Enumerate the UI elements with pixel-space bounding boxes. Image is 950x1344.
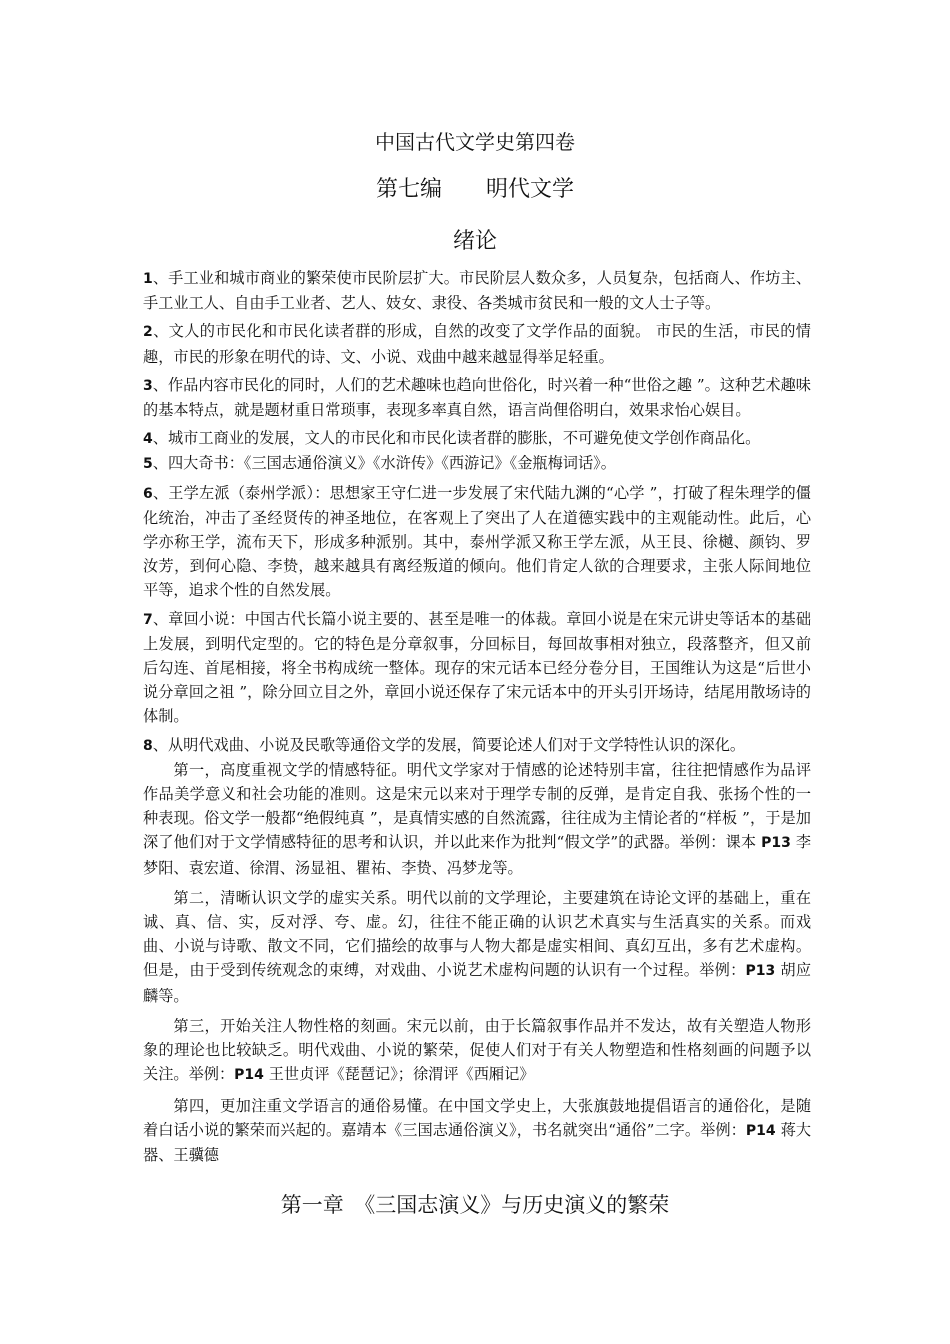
list-item <box>143 481 811 603</box>
paragraph-text: 李梦阳、袁宏道、徐渭、汤显祖、瞿祐、李贽、冯梦龙等。 <box>143 833 812 877</box>
part-number: 第七编 <box>375 177 442 202</box>
item-number: 5 <box>143 456 153 473</box>
list-item <box>143 607 811 729</box>
item-number: 6 <box>143 485 153 502</box>
item-text: 、王学左派（泰州学派）：思想家王守仁进一步发展了宋代陆九渊的“心学 ”，打破了程朱理学的僵化统治，冲击了圣经贤传的神圣地位，在客观上了突出了人在道德实践中的主观能动性。此后，心学亦称王学，流布天下，形成多种派别。其中，泰州学派又称王学左派，从王艮、徐樾、颜钧、罗汝芳，到何心隐、李贽，越来越具有离经叛道的倾向。他们肯定人欲的合理要求，主张人际间地位平等，追求个性的自然发展。 <box>143 483 811 600</box>
list-item <box>143 426 811 451</box>
item-text: 、文人的市民化和市民化读者群的形成，自然的改变了文学作品的面貌。 市民的生活，市民的情趣，市民的形象在明代的诗、文、小说、戏曲中越来越显得举足轻重。 <box>143 322 811 366</box>
paragraph-text: 第二，清晰认识文学的虚实关系。明代以前的文学理论，主要建筑在诗论文评的基础上，重在诚、真、信、实，反对浮、夸、虚。幻，往往不能正确的认识艺术真实与生活真实的关系。而戏曲、小说与诗歌、散文不同，它们描绘的故事与人物大都是虚实相间、真幻互出，多有艺术虚构。但是，由于受到传统观念的束缚，对戏曲、小说艺术虚构问题的认识有一个过程。举例： <box>143 888 811 980</box>
paragraph-text: 胡应麟等。 <box>143 961 812 1005</box>
item-text: 、手工业和城市商业的繁荣使市民阶层扩大。市民阶层人数众多，人员复杂，包括商人、作坊主、手工业工人、自由手工业者、艺人、妓女、隶役、各类城市贫民和一般的文人士子等。 <box>143 269 811 313</box>
item-number: 7 <box>143 611 153 628</box>
section-heading: 绪论 <box>452 229 497 254</box>
paragraph <box>143 886 811 1008</box>
page-reference: P14 <box>234 1067 264 1084</box>
item-number: 8 <box>143 737 153 754</box>
page-reference: P13 <box>761 835 791 852</box>
item-text: 、四大奇书：《三国志通俗演义》《水浒传》《西游记》《金瓶梅词话》。 <box>152 454 616 473</box>
paragraph-text: 王世贞评《琵琶记》；徐渭评《西厢记》 <box>263 1065 535 1084</box>
paragraph-text: 第四，更加注重文学语言的通俗易懂。在中国文学史上，大张旗鼓地提倡语言的通俗化，是随着白话小说的繁荣而兴起的。嘉靖本《三国志通俗演义》，书名就突出“通俗”二字。举例： <box>143 1096 811 1139</box>
paragraph-text: 蒋大器、王骥德 <box>143 1120 812 1164</box>
item-text: 、章回小说：中国古代长篇小说主要的、甚至是唯一的体裁。章回小说是在宋元讲史等话本的基础上发展，到明代定型的。它的特色是分章叙事，分回标目，每回故事相对独立，段落整齐，但又前后勾连、首尾相接，将全书构成统一整体。现存的宋元话本已经分卷分目，王国维认为这是“后世小说分章回之祖 ”，除分回立目之外，章回小说还保存了宋元话本中的开头引开场诗，结尾用散场诗的体制。 <box>143 609 811 726</box>
item-text: 、作品内容市民化的同时，人们的艺术趣味也趋向世俗化，时兴着一种“世俗之趣 ”。这种艺术趣味的基本特点，就是题材重日常琐事，表现多率真自然，语言尚俚俗明白，效果求怡心娱目。 <box>143 375 811 420</box>
paragraph-text: 第一，高度重视文学的情感特征。明代文学家对于情感的论述特别丰富，往往把情感作为品评作品美学意义和社会功能的准则。这是宋元以来对于理学专制的反弹，是肯定自我、张扬个性的一种表现。俗文学一般都“绝假纯真 ”，是真情实感的自然流露，往往成为主情论者的“样板 ”，于是加深了他们对于文学情感特征的思考和认识，并以此来作为批判“假文学”的武器。举例：课本 <box>143 760 811 852</box>
list-item <box>143 733 811 758</box>
paragraph <box>143 1094 811 1168</box>
part-name: 明代文学 <box>486 177 575 202</box>
item-number: 3 <box>143 377 153 394</box>
list-item <box>143 373 811 422</box>
list-item <box>143 266 811 315</box>
item-number: 4 <box>143 431 153 448</box>
chapter-heading: 第一章 《三国志演义》与历史演义的繁荣 <box>280 1193 670 1217</box>
part-heading <box>0 172 950 203</box>
item-text: 、从明代戏曲、小说及民歌等通俗文学的发展，简要论述人们对于文学特性认识的深化。 <box>152 735 746 754</box>
list-item <box>143 319 811 368</box>
paragraph-text: 第三，开始关注人物性格的刻画。宋元以前，由于长篇叙事作品并不发达，故有关塑造人物形象的理论也比较缺乏。明代戏曲、小说的繁荣，促使人们对于有关人物塑造和性格刻画的问题予以关注。举例： <box>143 1016 811 1084</box>
page-reference: P13 <box>745 963 776 980</box>
list-item <box>143 451 811 476</box>
item-number: 1 <box>143 271 153 287</box>
page-reference: P14 <box>745 1122 776 1139</box>
paragraph <box>143 1014 811 1088</box>
paragraph <box>143 758 811 880</box>
document-body <box>143 266 811 1173</box>
item-text: 、城市工商业的发展，文人的市民化和市民化读者群的膨胀，不可避免使文学创作商品化。 <box>152 429 761 448</box>
book-title: 中国古代文学史第四卷 <box>375 130 575 154</box>
item-number: 2 <box>143 324 153 341</box>
